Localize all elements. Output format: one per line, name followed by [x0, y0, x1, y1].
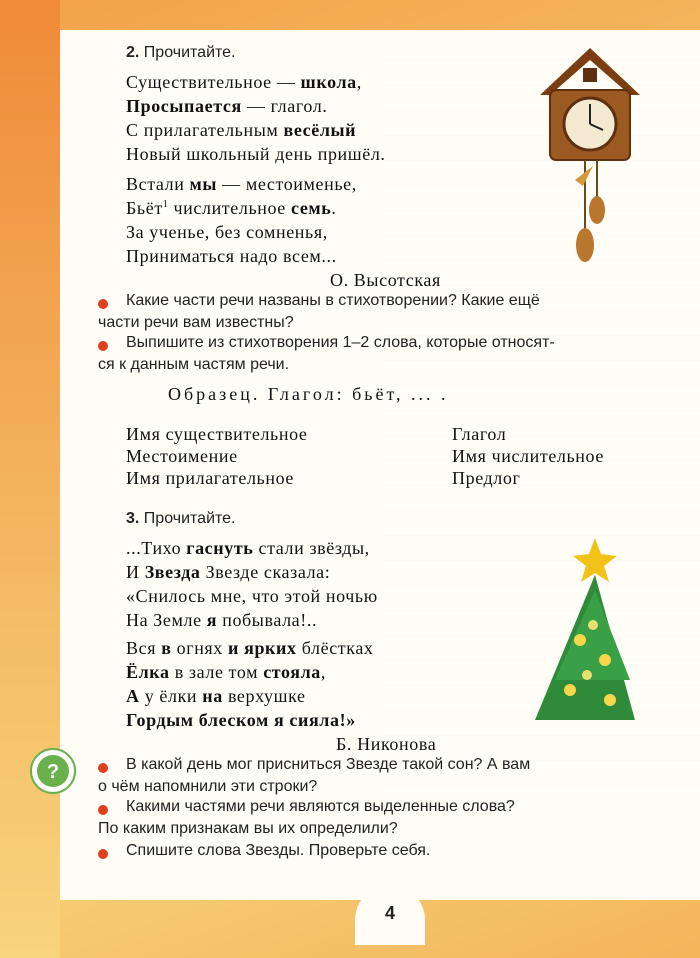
highlighted-word: школа	[300, 72, 357, 92]
poem-line	[126, 586, 378, 607]
poem-text: огнях	[171, 638, 229, 658]
poem-line	[126, 538, 370, 559]
poem-text: Существительное —	[126, 72, 301, 92]
question-text: Выпишите из стихотворения 1–2 слова, которые относят-	[126, 334, 555, 351]
question-text: Какими частями речи являются выделенные слова?	[126, 798, 515, 815]
cuckoo-clock-icon	[535, 40, 645, 270]
poem-line	[126, 246, 337, 267]
part-of-speech: Имя существительное	[126, 424, 308, 444]
poem-text: И	[126, 562, 145, 582]
poem-line	[126, 144, 386, 165]
left-decorative-band	[0, 0, 60, 958]
poem-text: ...Тихо	[126, 538, 187, 558]
part-of-speech: Глагол	[452, 424, 507, 444]
poem-text: в зале том	[169, 662, 264, 682]
poem-text: «Снилось мне, что этой ночью	[126, 586, 378, 606]
bullet-icon	[98, 849, 108, 859]
christmas-tree-icon	[515, 530, 645, 730]
poem-text: ,	[356, 72, 362, 92]
exercise-3-title	[126, 510, 236, 528]
exercise-2-number: 2.	[126, 44, 140, 61]
highlighted-word: А	[126, 686, 140, 706]
poem-line	[126, 174, 357, 195]
question-mark-icon	[30, 748, 76, 794]
poem-text: стали звёзды,	[253, 538, 370, 558]
poem-line	[126, 120, 356, 141]
poem-text: Встали	[126, 174, 190, 194]
highlighted-word: Просыпается	[126, 96, 242, 116]
poem-text: Вся	[126, 638, 162, 658]
highlighted-word: мы	[189, 174, 218, 194]
poem-text: Приниматься надо всем...	[126, 246, 337, 266]
footnote-mark: 1	[162, 199, 169, 210]
question-text: Какие части речи названы в стихотворении? Какие ещё	[126, 292, 540, 309]
poem-text: побывала!..	[217, 610, 318, 630]
poem-text: .	[331, 198, 337, 218]
highlighted-word: ярких	[244, 638, 297, 658]
poem-line	[126, 96, 327, 117]
part-of-speech: Местоимение	[126, 446, 238, 466]
exercise-2-instruction: Прочитайте.	[143, 44, 236, 61]
poem-text: На Земле	[126, 610, 207, 630]
highlighted-word: я	[206, 610, 218, 630]
poem-line	[126, 562, 330, 583]
bullet-icon	[98, 763, 108, 773]
poem-text: блёстках	[296, 638, 374, 658]
poem-line: Гордым блеском я сияла!»	[126, 710, 356, 730]
highlighted-word: и	[228, 638, 239, 658]
question-text: части речи вам известны?	[98, 314, 294, 331]
poem-line	[126, 638, 374, 659]
part-of-speech: Имя числительное	[452, 446, 604, 466]
highlighted-word: в	[161, 638, 172, 658]
exercise-2-title	[126, 44, 236, 62]
poem-text: Бьёт	[126, 198, 163, 218]
exercise-3-instruction: Прочитайте.	[143, 510, 236, 527]
question-text: Спишите слова Звезды. Проверьте себя.	[126, 842, 431, 859]
poem-text: Звезде сказала:	[200, 562, 331, 582]
poem-line	[126, 198, 337, 219]
highlighted-word: весёлый	[283, 120, 357, 140]
exercise-3-number: 3.	[126, 510, 140, 527]
part-of-speech: Предлог	[452, 468, 521, 488]
poem-author: О. Высотская	[330, 270, 441, 290]
poem-text: С прилагательным	[126, 120, 284, 140]
poem-text: Новый школьный день пришёл.	[126, 144, 386, 164]
poem-text: За ученье, без сомненья,	[126, 222, 328, 242]
question-text: ся к данным частям речи.	[98, 356, 290, 373]
bullet-icon	[98, 299, 108, 309]
question-text: В какой день мог присниться Звезде такой сон? А вам	[126, 756, 531, 773]
poem-line	[126, 610, 317, 631]
question-text: По каким признакам вы их определили?	[98, 820, 398, 837]
poem-text: числительное	[168, 198, 292, 218]
poem-line	[126, 72, 362, 93]
poem-text: верхушке	[222, 686, 306, 706]
poem-text: — местоименье,	[217, 174, 357, 194]
bullet-icon	[98, 805, 108, 815]
poem-line	[126, 222, 328, 243]
svg-text:?: ?	[46, 761, 60, 783]
poem-text: у ёлки	[139, 686, 203, 706]
part-of-speech: Имя прилагательное	[126, 468, 295, 488]
bullet-icon	[98, 341, 108, 351]
highlighted-word: стояла	[263, 662, 321, 682]
poem-line	[126, 686, 306, 707]
highlighted-word: Ёлка	[126, 662, 170, 682]
highlighted-word: на	[202, 686, 223, 706]
poem-text: ,	[320, 662, 327, 682]
sample-line: Образец. Глагол: бьёт, ... .	[168, 384, 449, 404]
highlighted-word: гаснуть	[186, 538, 254, 558]
poem-text: — глагол.	[241, 96, 328, 116]
poem-line	[126, 662, 326, 683]
highlighted-word: семь	[291, 198, 332, 218]
poem-author: Б. Никонова	[336, 734, 437, 754]
page-number: 4	[355, 885, 425, 945]
question-text: о чём напомнили эти строки?	[98, 778, 318, 795]
highlighted-word: Звезда	[144, 562, 201, 582]
